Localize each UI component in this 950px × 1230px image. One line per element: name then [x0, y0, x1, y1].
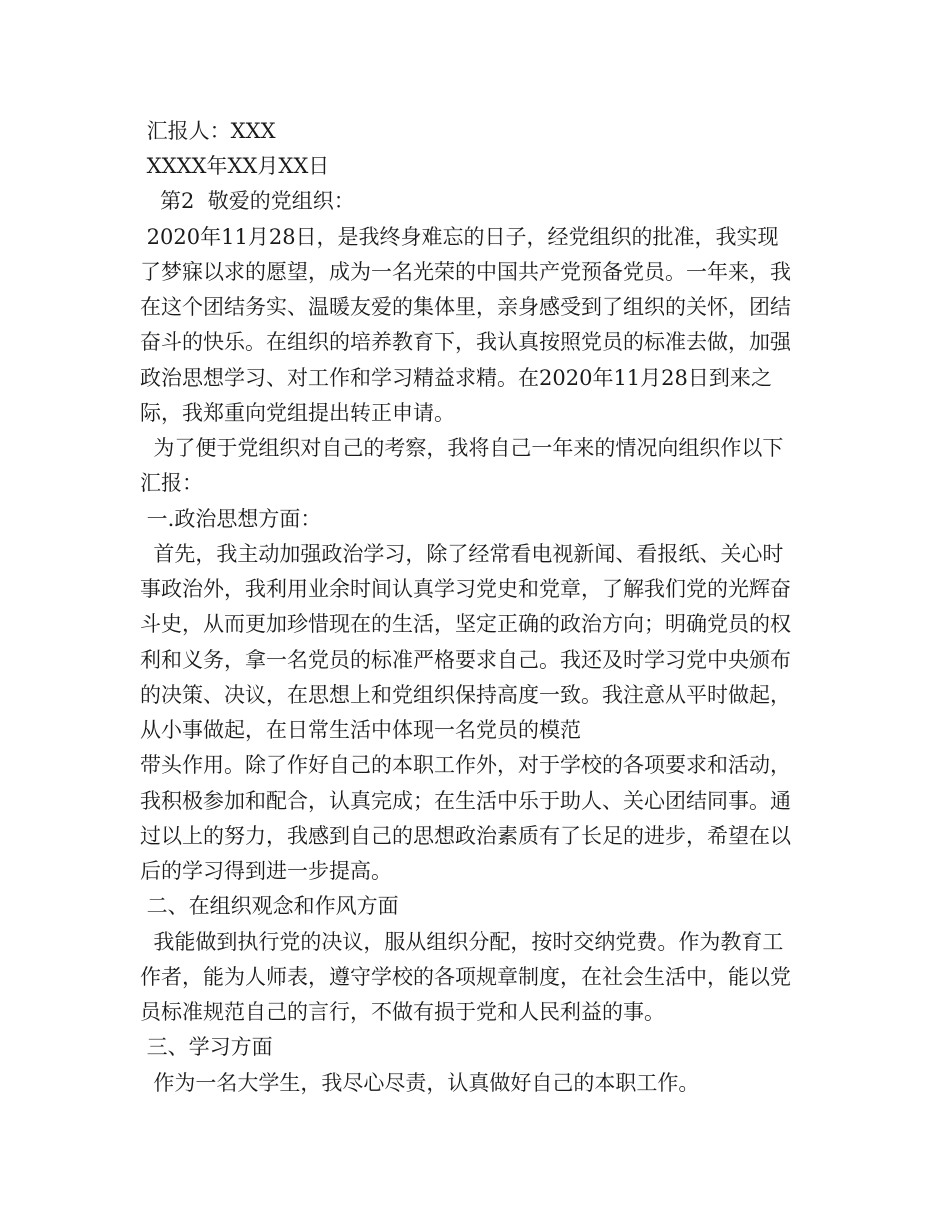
- text-line: 2020年11月28日，是我终身难忘的日子，经党组织的批准，我实现: [140, 225, 779, 249]
- text-line: 从小事做起，在日常生活中体现一名党员的模范: [140, 718, 581, 742]
- reporter-line: 汇报人：XXX: [140, 119, 276, 143]
- text-line: 利和义务，拿一名党员的标准严格要求自己。我还及时学习党中央颁布: [140, 648, 791, 672]
- text-line: 作者，能为人师表，遵守学校的各项规章制度，在社会生活中，能以党: [140, 965, 791, 989]
- text-line: 员标准规范自己的言行，不做有损于党和人民利益的事。: [140, 1000, 665, 1024]
- salutation-line: 第2 敬爱的党组织：: [140, 189, 355, 213]
- section-heading: 二、在组织观念和作风方面: [140, 894, 399, 918]
- text-line: 斗史，从而更加珍惜现在的生活，坚定正确的政治方向；明确党员的权: [140, 612, 791, 636]
- section-heading: 三、学习方面: [140, 1035, 273, 1059]
- text-line: 事政治外，我利用业余时间认真学习党史和党章，了解我们党的光辉奋: [140, 577, 791, 601]
- text-line: 的决策、决议，在思想上和党组织保持高度一致。我注意从平时做起，: [140, 683, 791, 707]
- date-line: XXXX年XX月XX日: [140, 154, 330, 178]
- text-line: 政治思想学习、对工作和学习精益求精。在2020年11月28日到来之: [140, 366, 772, 390]
- text-line: 我能做到执行党的决议，服从组织分配，按时交纳党费。作为教育工: [140, 930, 784, 954]
- text-line: 际，我郑重向党组提出转正申请。: [140, 401, 455, 425]
- text-line: 首先，我主动加强政治学习，除了经常看电视新闻、看报纸、关心时: [140, 542, 784, 566]
- text-line: 奋斗的快乐。在组织的培养教育下，我认真按照党员的标准去做，加强: [140, 330, 791, 354]
- section-heading: 一.政治思想方面：: [140, 507, 322, 531]
- text-line: 了梦寐以求的愿望，成为一名光荣的中国共产党预备党员。一年来，我: [140, 260, 791, 284]
- text-line: 作为一名大学生，我尽心尽责，认真做好自己的本职工作。: [140, 1071, 700, 1095]
- text-line: 我积极参加和配合，认真完成；在生活中乐于助人、关心团结同事。通: [140, 789, 791, 813]
- text-line: 在这个团结务实、温暖友爱的集体里，亲身感受到了组织的关怀，团结: [140, 295, 791, 319]
- text-line: 带头作用。除了作好自己的本职工作外，对于学校的各项要求和活动，: [140, 753, 791, 777]
- text-line: 汇报：: [140, 471, 203, 495]
- text-line: 为了便于党组织对自己的考察，我将自己一年来的情况向组织作以下: [140, 436, 784, 460]
- text-line: 后的学习得到进一步提高。: [140, 859, 392, 883]
- text-line: 过以上的努力，我感到自己的思想政治素质有了长足的进步，希望在以: [140, 824, 791, 848]
